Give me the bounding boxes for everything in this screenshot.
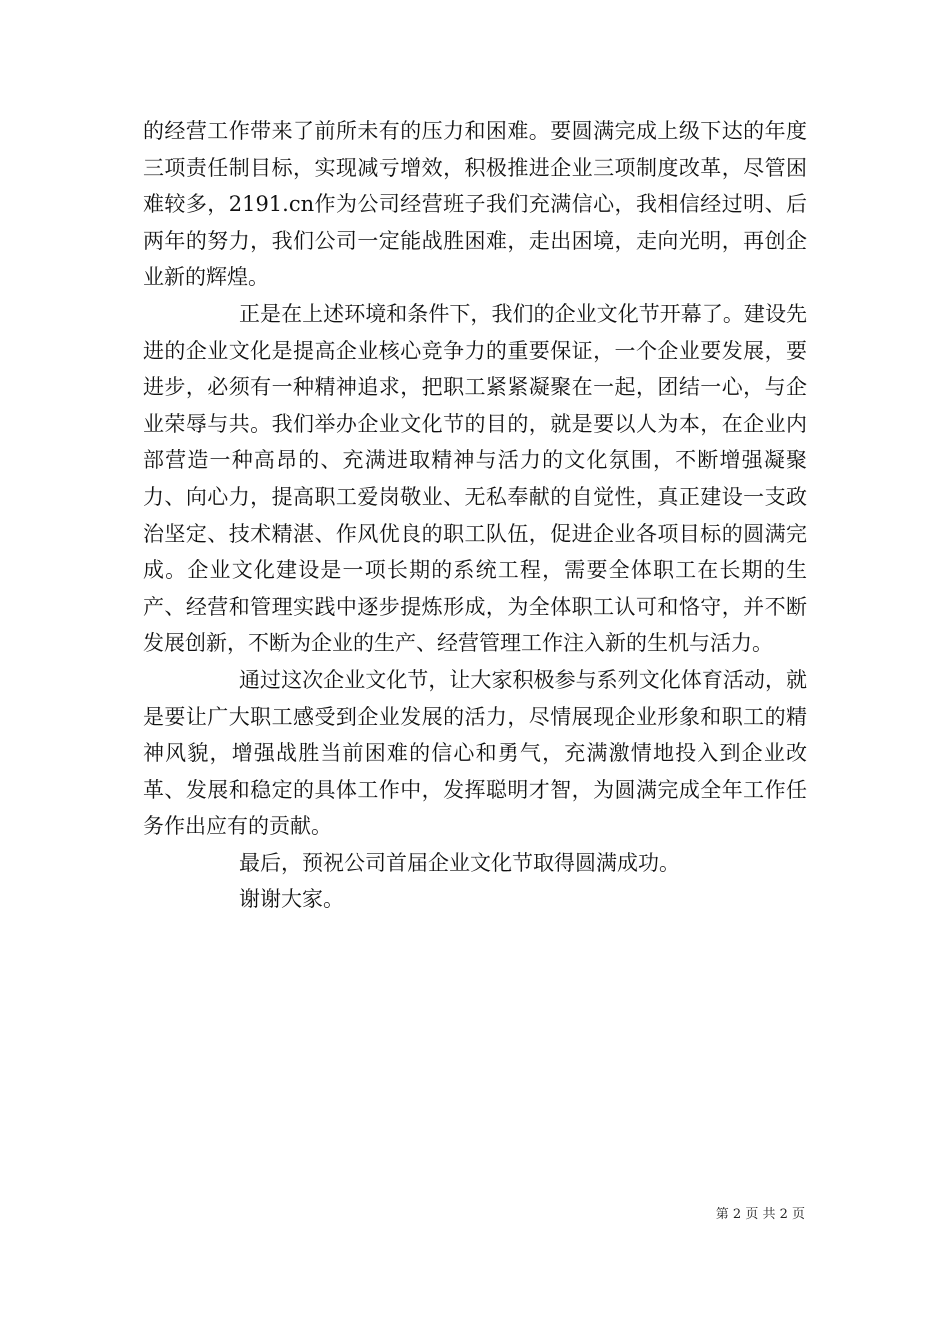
paragraph-culture-festival: 正是在上述环境和条件下，我们的企业文化节开幕了。建设先进的企业文化是提高企业核心竞争力的重要保证，一个企业要发展，要进步，必须有一种精神追求，把职工紧紧凝聚在一起，团结一心，与企业荣辱与共。我们举办企业文化节的目的，就是要以人为本，在企业内部营造一种高昂的、充满进取精神与活力的文化氛围，不断增强凝聚力、向心力，提高职工爱岗敬业、无私奉献的自觉性，真正建设一支政治坚定、技术精湛、作风优良的职工队伍，促进企业各项目标的圆满完成。企业文化建设是一项长期的系统工程，需要全体职工在长期的生产、经营和管理实践中逐步提炼形成，为全体职工认可和恪守，并不断发展创新，不断为企业的生产、经营管理工作注入新的生机与活力。 bbox=[143, 301, 807, 656]
paragraph-wishes: 最后，预祝公司首届企业文化节取得圆满成功。 bbox=[239, 850, 680, 875]
paragraph-continuation: 的经营工作带来了前所未有的压力和困难。要圆满完成上级下达的年度三项责任制目标，实现减亏增效，积极推进企业三项制度改革，尽管困难较多，2191.cn作为公司经营班子我们充满信心，我相信经过明、后两年的努力，我们公司一定能战胜困难，走出困境，走向光明，再创企业新的辉煌。 bbox=[143, 119, 807, 290]
page-footer bbox=[716, 1203, 805, 1222]
page-number-label: 第 2 页 共 2 页 bbox=[715, 1207, 805, 1222]
paragraph-activities: 通过这次企业文化节，让大家积极参与系列文化体育活动，就是要让广大职工感受到企业发展的活力，尽情展现企业形象和职工的精神风貌，增强战胜当前困难的信心和勇气，充满激情地投入到企业改革、发展和稳定的具体工作中，发挥聪明才智，为圆满完成全年工作任务作出应有的贡献。 bbox=[143, 667, 807, 839]
document-body bbox=[143, 113, 807, 918]
paragraph-thanks: 谢谢大家。 bbox=[239, 887, 344, 912]
